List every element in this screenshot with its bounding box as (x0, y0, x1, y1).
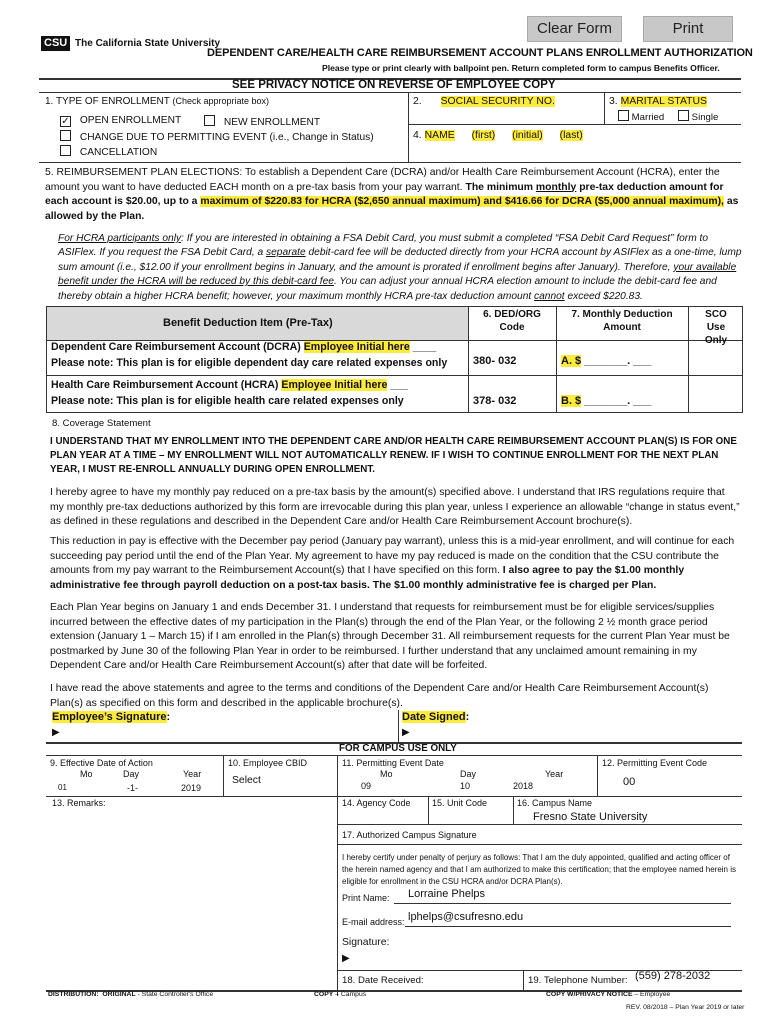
privacy-notice: SEE PRIVACY NOTICE ON REVERSE OF EMPLOYEE COPY (232, 79, 556, 91)
campus-use-title: FOR CAMPUS USE ONLY (339, 743, 457, 754)
email-label: E-mail address: (342, 917, 405, 927)
eff-mo-label: Mo (80, 769, 93, 779)
pe-mo-value[interactable]: 09 (361, 781, 372, 791)
ssn-field[interactable]: 2. SOCIAL SECURITY NO. (413, 96, 555, 107)
col-benefit-item: Benefit Deduction Item (Pre-Tax) (163, 317, 333, 329)
new-enrollment-option[interactable]: NEW ENROLLMENT (204, 115, 320, 128)
distribution-copy-employee: COPY W/PRIVACY NOTICE – Employee (546, 991, 671, 998)
revision-note: REV. 08/2018 – Plan Year 2019 or later (626, 1004, 745, 1011)
coverage-para-3: Each Plan Year begins on January 1 and ends December 31. I understand that requests for reimbursement must be for eligible services/supplies incurred between the effective dates of my participation in the Plan(s) through the end of the Plan Year, or the following 2 ½ month grace period extension (January 1 – March 15) if I am enrolled in the Plan(s) through December 31. All reimbursement requests for the current Plan Year must be postmarked by June 30 of the following Plan Year in order to be reimbursed. I further understand that any unclaimed amount remaining in my Dependent Care and/or Health Care Reimbursement Account(s) after that date will be forfeited. (50, 602, 730, 672)
hcra-title: Health Care Reimbursement Account (HCRA) Employee Initial here ___ (51, 379, 408, 391)
csu-logo-name: The California State University (75, 38, 221, 49)
new-enrollment-checkbox[interactable] (204, 115, 215, 126)
name-field[interactable]: 4. NAME (first) (initial) (last) (413, 130, 583, 141)
coverage-para-1: I hereby agree to have my monthly pay reduced on a pre-tax basis by the amount(s) specified above. I understand that IRS regulations require that my monthly pre-tax deductions authorized by this form are irrevocable during this plan year, unless I experience an allowable “change in status event,” as defined in these regulations and described in the Dependent Care and/or Health Care Reimbursement Account brochure(s). (50, 487, 740, 528)
marital-status-label: 3. MARITAL STATUS (609, 96, 707, 107)
change-option[interactable]: CHANGE DUE TO PERMITTING EVENT (i.e., Change in Status) (60, 130, 374, 143)
pe-year-value[interactable]: 2018 (513, 781, 534, 791)
print-name-value[interactable]: Lorraine Phelps (408, 888, 486, 900)
col-ded-org-code: 6. DED/ORG Code (483, 309, 541, 333)
hcra-code: 378- 032 (473, 395, 517, 407)
change-checkbox[interactable] (60, 130, 71, 141)
pe-day-label: Day (460, 769, 477, 779)
hcra-debit-card-note: For HCRA participants only: If you are interested in obtaining a FSA Debit Card, you must submit a completed “FSA Debit Card Request” form to ASIFlex. If you request the FSA Debit Card, a separate debit-card fee will be deducted directly from your HCRA account by ASIFlex as a one-time, lump sum amount (i.e., $12.00 if your enrollment begins in January, and the amount is prorated if enrollment begins after January). Therefore, your available benefit under the HCRA will be reduced by this debit-card fee. You can adjust your annual HCRA election amount to include the debit-card fee and thereby obtain a higher HCRA benefit; however, your maximum monthly HCRA pre-tax deduction amount cannot exceed $220.83. (58, 233, 742, 302)
coverage-caps-statement: I UNDERSTAND THAT MY ENROLLMENT INTO THE DEPENDENT CARE AND/OR HEALTH CARE REIMBURSEMENT ACCOUNT PLAN(S) IS FOR ONE PLAN YEAR AT A TIME – MY ENROLLMENT WILL NOT AUTOMATICALLY RENEW. IF I WISH TO CONTINUE ENROLLMENT FOR THE NEXT PLAN YEAR, I MUST RE-ENROLL ANNUALLY DURING OPEN ENROLLMENT. (50, 436, 737, 475)
permitting-event-code-value[interactable]: 00 (623, 776, 636, 788)
cbid-label: 10. Employee CBID (228, 758, 308, 768)
campus-signature-label: Signature: (342, 937, 390, 948)
dcra-initial-field[interactable]: Employee Initial here (303, 341, 410, 353)
csu-logo (41, 36, 220, 52)
eff-mo-value[interactable]: 01 (58, 783, 67, 792)
open-enrollment-checkbox[interactable]: ✓ (61, 116, 70, 127)
certification-text: I hereby certify under penalty of perjury as follows: That I am the duly appointed, qualified and acting officer of the herein named agency and that I am authorized to make this certification; that the employee named herein is eligible for enrollment in the CSU HCRA and/or DCRA Plan(s). (342, 853, 737, 886)
eff-year-value[interactable]: 2019 (181, 783, 202, 793)
permitting-event-date-label: 11. Permitting Event Date (342, 758, 444, 768)
hcra-note: Please note: This plan is for eligible health care related expenses only (51, 395, 404, 407)
clear-form-button[interactable]: Clear Form (527, 16, 622, 42)
date-received-label: 18. Date Received: (342, 975, 424, 986)
col-monthly-deduction: 7. Monthly Deduction Amount (571, 309, 673, 333)
form-title: DEPENDENT CARE/HEALTH CARE REIMBURSEMENT ACCOUNT PLANS ENROLLMENT AUTHORIZATION (207, 47, 753, 59)
dcra-note: Please note: This plan is for eligible dependent day care related expenses only (51, 357, 448, 369)
campus-signature-arrow: ▶ (342, 953, 350, 964)
hcra-initial-field[interactable]: Employee Initial here (281, 379, 388, 391)
open-enrollment-option[interactable]: ✓ OPEN ENROLLMENT (61, 115, 182, 127)
eff-day-value[interactable]: -1- (127, 783, 138, 793)
single-checkbox[interactable] (678, 110, 689, 121)
enrollment-type-label: 1. TYPE OF ENROLLMENT (Check appropriate box) (45, 96, 270, 107)
date-signed-field[interactable]: Date Signed: (402, 711, 470, 723)
print-button[interactable]: Print (643, 16, 733, 42)
print-name-label: Print Name: (342, 893, 390, 903)
eff-day-label: Day (123, 769, 140, 779)
email-value[interactable]: lphelps@csufresno.edu (408, 911, 524, 923)
telephone-value[interactable]: (559) 278-2032 (635, 970, 711, 982)
pe-year-label: Year (545, 769, 564, 779)
dcra-code: 380- 032 (473, 355, 517, 367)
date-signed-arrow: ▶ (402, 727, 410, 738)
coverage-para-4: I have read the above statements and agree to the terms and conditions of the Dependent Care and/or Health Care Reimbursement Account(s) Plan(s) as specified on this form and described in the applicable brochure(s). (50, 683, 709, 709)
cancellation-option[interactable]: CANCELLATION (60, 145, 157, 158)
cancellation-checkbox[interactable] (60, 145, 71, 156)
married-option[interactable]: Married (618, 110, 664, 123)
employee-signature-field[interactable]: Employee’s Signature: (52, 711, 171, 723)
campus-name-label: 16. Campus Name (517, 798, 593, 808)
permitting-event-code-label: 12. Permitting Event Code (602, 758, 708, 768)
pe-mo-label: Mo (380, 769, 393, 779)
distribution-original: DISTRIBUTION: ORIGINAL - State Controller's Office (48, 991, 214, 998)
effective-date-label: 9. Effective Date of Action (50, 758, 153, 768)
csu-logo-mark: CSU (41, 36, 70, 51)
campus-name-value[interactable]: Fresno State University (533, 811, 648, 823)
telephone-label: 19. Telephone Number: (528, 975, 628, 986)
unit-code-label: 15. Unit Code (432, 798, 488, 808)
married-checkbox[interactable] (618, 110, 629, 121)
form-subtitle: Please type or print clearly with ballpoint pen. Return completed form to campus Benefits Officer. (322, 63, 720, 73)
reimbursement-elections: 5. REIMBURSEMENT PLAN ELECTIONS: To establish a Dependent Care (DCRA) and/or Health Care Reimbursement Account (HCRA), enter the amount you want to have deducted EACH month on a pre-tax basis from your pay warrant. The minimum monthly pre-tax deduction amount for each account is $20.00, up to a maximum of $220.83 for HCRA ($2,650 annual maximum) and $416.66 for DCRA ($5,000 annual maximum), as allowed by the Plan. (45, 167, 739, 222)
coverage-para-2: This reduction in pay is effective with the December pay period (January pay warrant), unless this is a mid-year enrollment, and will continue for each succeeding pay period until the end of the Plan Year. My agreement to have my pay reduced is made on the condition that the CSU contribute the amounts from my pay warrant to the Reimbursement Account(s) that I have specified on this form. I also agree to pay the $1.00 monthly administrative fee through payroll deduction on a post-tax basis. The $1.00 monthly administrative fee is charged per Plan. (50, 536, 735, 591)
col-sco-use: SCO Use Only (704, 309, 728, 346)
single-option[interactable]: Single (678, 110, 718, 123)
cbid-select[interactable]: Select (232, 775, 261, 786)
distribution-copy: COPY – Campus (314, 991, 367, 998)
dcra-amount-field[interactable]: A. $ _______. ___ (561, 355, 652, 367)
pe-day-value[interactable]: 10 (460, 781, 471, 791)
authorized-signature-label: 17. Authorized Campus Signature (342, 830, 477, 840)
dcra-title: Dependent Care Reimbursement Account (DCRA) Employee Initial here ____ (51, 341, 437, 353)
hcra-amount-field[interactable]: B. $ _______. ___ (561, 395, 652, 407)
coverage-statement-label: 8. Coverage Statement (52, 418, 151, 429)
agency-code-label: 14. Agency Code (342, 798, 411, 808)
eff-year-label: Year (183, 769, 202, 779)
employee-signature-arrow: ▶ (52, 727, 60, 738)
remarks-label: 13. Remarks: (52, 798, 106, 808)
